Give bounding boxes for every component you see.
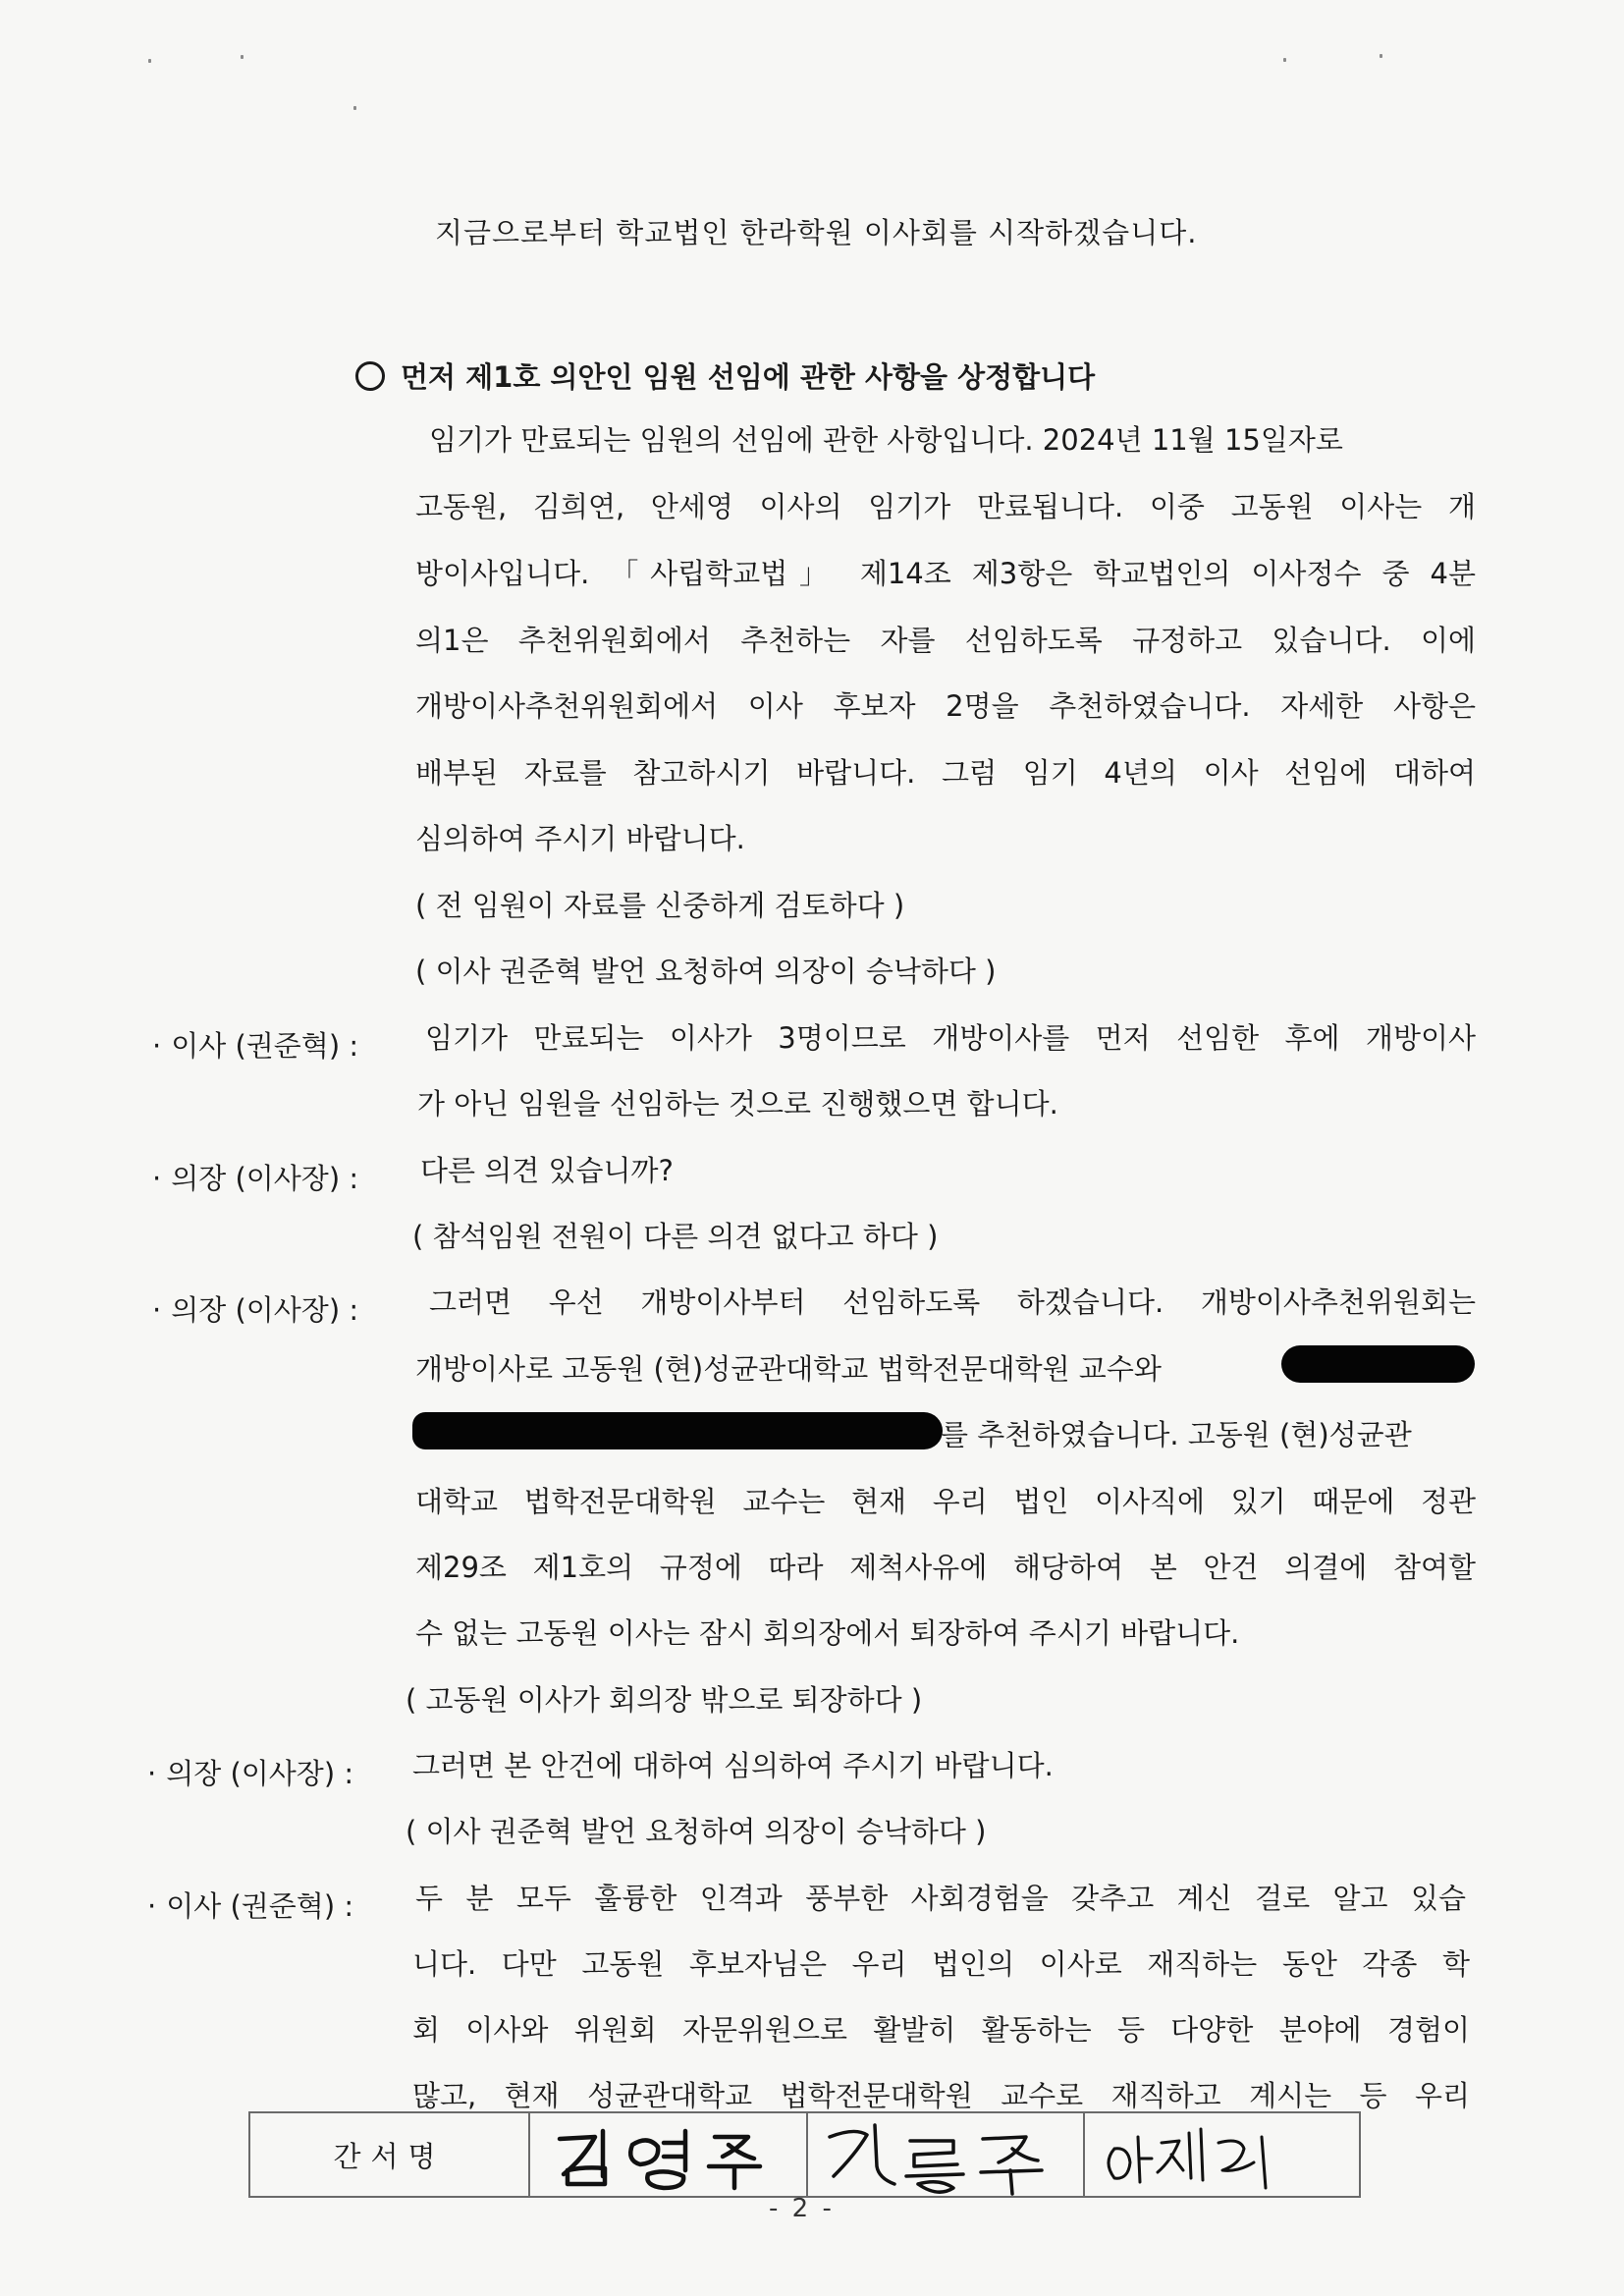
speech-line: 대학교 법학전문대학원 교수는 현재 우리 법인 이사직에 있기 때문에 정관 — [415, 1485, 1476, 1518]
speech-line: 임기가 만료되는 이사가 3명이므로 개방이사를 먼저 선임한 후에 개방이사 — [425, 1021, 1476, 1055]
signature-cell — [808, 2113, 1085, 2196]
stage-direction: ( 전 임원이 자료를 신중하게 검토하다 ) — [415, 889, 905, 922]
agenda-heading — [355, 355, 1095, 396]
circle-bullet-icon — [355, 361, 385, 391]
signature-cell — [1085, 2113, 1359, 2196]
opening-sentence: 지금으로부터 학교법인 한라학원 이사회를 시작하겠습니다. — [435, 216, 1198, 249]
speech-line: 그러면 본 안건에 대하여 심의하여 주시기 바랍니다. — [412, 1749, 1054, 1782]
page-number: - 2 - — [769, 2194, 835, 2223]
speech-line: 회 이사와 위원회 자문위원으로 활발히 활동하는 등 다양한 분야에 경험이 — [412, 2013, 1470, 2047]
speech-line: 개방이사로 고동원 (현)성균관대학교 법학전문대학원 교수와 — [415, 1352, 1162, 1386]
agenda-line: 개방이사추천위원회에서 이사 후보자 2명을 추천하였습니다. 자세한 사항은 — [415, 689, 1476, 723]
stage-direction: ( 고동원 이사가 회의장 밖으로 퇴장하다 ) — [406, 1683, 923, 1717]
signature-label: 간서명 — [250, 2113, 530, 2196]
scan-speck — [148, 59, 151, 63]
speech-line: 가 아닌 임원을 선임하는 것으로 진행했으면 합니다. — [417, 1087, 1058, 1121]
middle-dot-icon: · — [147, 1757, 157, 1790]
speech-line: 제29조 제1호의 규정에 따라 제척사유에 해당하여 본 안건 의결에 참여할 — [415, 1551, 1476, 1584]
redaction-mark — [1281, 1345, 1475, 1383]
speech-line: 수 없는 고동원 이사는 잠시 회의장에서 퇴장하여 주시기 바랍니다. — [415, 1616, 1240, 1650]
agenda-line: 방이사입니다. 「사립학교법」 제14조 제3항은 학교법인의 이사정수 중 4분 — [415, 557, 1476, 590]
speech-line: 많고, 현재 성균관대학교 법학전문대학원 교수로 재직하고 계시는 등 우리 — [412, 2079, 1470, 2112]
handwritten-signature — [1093, 2119, 1338, 2198]
agenda-line: 고동원, 김희연, 안세영 이사의 임기가 만료됩니다. 이중 고동원 이사는 개 — [415, 490, 1476, 523]
signature-table — [248, 2111, 1361, 2198]
stage-direction: ( 이사 권준혁 발언 요청하여 의장이 승낙하다 ) — [406, 1815, 987, 1848]
stage-direction: ( 참석임원 전원이 다른 의견 없다고 하다 ) — [412, 1220, 939, 1253]
agenda-line: 심의하여 주시기 바랍니다. — [415, 822, 745, 855]
middle-dot-icon: · — [152, 1293, 162, 1327]
scan-speck — [241, 55, 244, 59]
scan-speck — [1380, 54, 1382, 58]
speech-line: 그러면 우선 개방이사부터 선임하도록 하겠습니다. 개방이사추천위원회는 — [429, 1285, 1476, 1319]
middle-dot-icon: · — [147, 1889, 157, 1923]
stage-direction: ( 이사 권준혁 발언 요청하여 의장이 승낙하다 ) — [415, 955, 997, 988]
scan-speck — [1283, 58, 1286, 62]
speech-line: 니다. 다만 고동원 후보자님은 우리 법인의 이사로 재직하는 동안 각종 학 — [412, 1947, 1470, 1981]
speaker-label: · 의장 (이사장) : — [152, 1293, 359, 1327]
agenda-line: 임기가 만료되는 임원의 선임에 관한 사항입니다. 2024년 11월 15일자로 — [429, 423, 1343, 457]
speaker-label: · 이사 (권준혁) : — [152, 1029, 359, 1063]
middle-dot-icon: · — [152, 1162, 162, 1195]
speech-line: 두 분 모두 훌륭한 인격과 풍부한 사회경험을 갖추고 계신 걸로 알고 있습 — [415, 1882, 1466, 1915]
speaker-label: · 의장 (이사장) : — [152, 1162, 359, 1195]
handwritten-signature — [816, 2119, 1081, 2198]
agenda-line: 배부된 자료를 참고하시기 바랍니다. 그럼 임기 4년의 이사 선임에 대하여 — [415, 756, 1476, 790]
scan-speck — [353, 106, 356, 110]
speaker-label: · 의장 (이사장) : — [147, 1757, 354, 1790]
signature-cell — [530, 2113, 808, 2196]
speech-line: 다른 의견 있습니까? — [420, 1154, 674, 1187]
speech-line: 를 추천하였습니다. 고동원 (현)성균관 — [941, 1418, 1412, 1451]
speaker-label: · 이사 (권준혁) : — [147, 1889, 354, 1923]
agenda-heading-text: 먼저 제1호 의안인 임원 선임에 관한 사항을 상정합니다 — [401, 360, 1096, 394]
agenda-line: 의1은 추천위원회에서 추천하는 자를 선임하도록 규정하고 있습니다. 이에 — [415, 624, 1476, 657]
redaction-mark — [412, 1412, 943, 1449]
middle-dot-icon: · — [152, 1029, 162, 1063]
handwritten-signature — [538, 2119, 793, 2194]
